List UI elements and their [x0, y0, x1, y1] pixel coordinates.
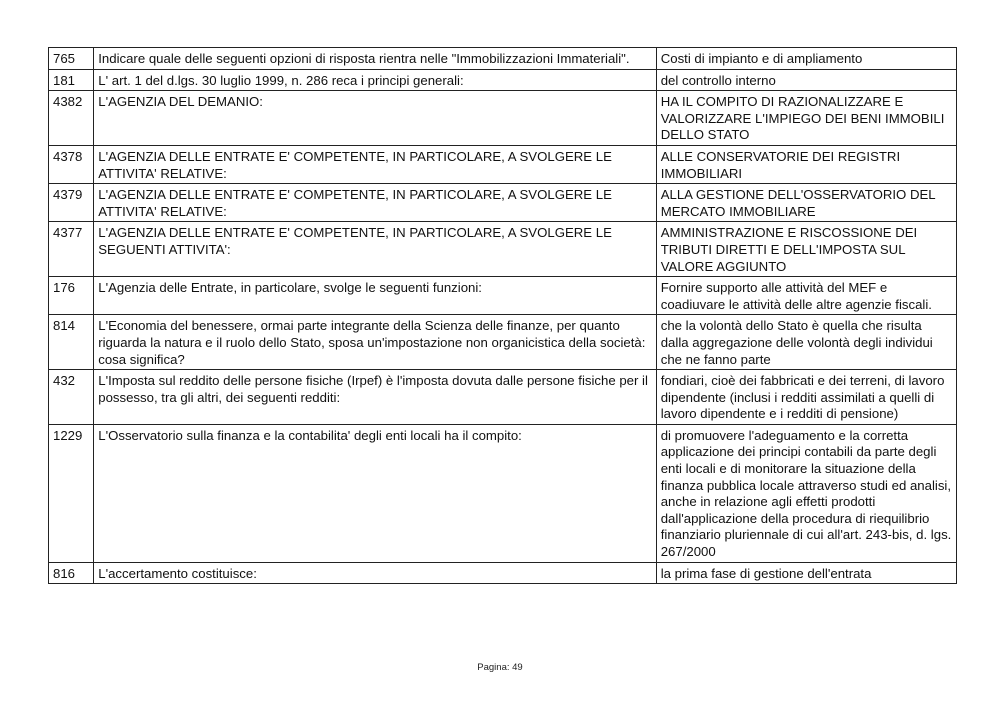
table-row	[49, 69, 957, 91]
answer-text: che la volontà dello Stato è quella che risulta dalla aggregazione delle volontà degli individui che ne fanno parte	[656, 315, 956, 370]
table-row	[49, 277, 957, 315]
question-text: L'accertamento costituisce:	[94, 562, 656, 584]
answer-text: ALLA GESTIONE DELL'OSSERVATORIO DEL MERCATO IMMOBILIARE	[656, 184, 956, 222]
question-id: 816	[49, 562, 94, 584]
question-id: 181	[49, 69, 94, 91]
question-id: 1229	[49, 424, 94, 562]
question-text: L'AGENZIA DELLE ENTRATE E' COMPETENTE, IN PARTICOLARE, A SVOLGERE LE ATTIVITA' RELATIVE:	[94, 184, 656, 222]
table-row	[49, 424, 957, 562]
question-id: 432	[49, 370, 94, 425]
table-row	[49, 184, 957, 222]
questions-table	[48, 47, 957, 584]
table-row	[49, 222, 957, 277]
question-id: 4379	[49, 184, 94, 222]
answer-text: di promuovere l'adeguamento e la corretta applicazione dei principi contabili da parte degli enti locali e di monitorare la situazione della finanza pubblica locale attraverso studi ed analisi, anche in relazione agli effetti prodotti dall'applicazione della procedura di riequilibrio finanziario pluriennale di cui all'art. 243-bis, d. lgs. 267/2000	[656, 424, 956, 562]
question-text: L'AGENZIA DELLE ENTRATE E' COMPETENTE, IN PARTICOLARE, A SVOLGERE LE ATTIVITA' RELATIVE:	[94, 145, 656, 183]
table-row	[49, 145, 957, 183]
question-text: L'AGENZIA DEL DEMANIO:	[94, 91, 656, 146]
answer-text: ALLE CONSERVATORIE DEI REGISTRI IMMOBILIARI	[656, 145, 956, 183]
questions-table-body	[49, 48, 957, 584]
question-text: L'AGENZIA DELLE ENTRATE E' COMPETENTE, IN PARTICOLARE, A SVOLGERE LE SEGUENTI ATTIVITA':	[94, 222, 656, 277]
table-row	[49, 91, 957, 146]
question-text: L'Osservatorio sulla finanza e la contabilita' degli enti locali ha il compito:	[94, 424, 656, 562]
answer-text: la prima fase di gestione dell'entrata	[656, 562, 956, 584]
question-id: 4382	[49, 91, 94, 146]
page-number: Pagina: 49	[477, 662, 523, 673]
question-id: 4378	[49, 145, 94, 183]
question-id: 176	[49, 277, 94, 315]
table-row	[49, 48, 957, 70]
question-id: 814	[49, 315, 94, 370]
table-row	[49, 370, 957, 425]
question-text: L'Economia del benessere, ormai parte integrante della Scienza delle finanze, per quanto riguarda la natura e il ruolo dello Stato, sposa un'impostazione non organicistica della società: cosa significa?	[94, 315, 656, 370]
question-text: Indicare quale delle seguenti opzioni di risposta rientra nelle "Immobilizzazioni Immateriali".	[94, 48, 656, 70]
question-id: 4377	[49, 222, 94, 277]
answer-text: Costi di impianto e di ampliamento	[656, 48, 956, 70]
table-row	[49, 562, 957, 584]
answer-text: AMMINISTRAZIONE E RISCOSSIONE DEI TRIBUTI DIRETTI E DELL'IMPOSTA SUL VALORE AGGIUNTO	[656, 222, 956, 277]
answer-text: Fornire supporto alle attività del MEF e coadiuvare le attività delle altre agenzie fiscali.	[656, 277, 956, 315]
answer-text: del controllo interno	[656, 69, 956, 91]
answer-text: fondiari, cioè dei fabbricati e dei terreni, di lavoro dipendente (inclusi i redditi assimilati a quelli di lavoro dipendente e i redditi di pensione)	[656, 370, 956, 425]
question-text: L'Agenzia delle Entrate, in particolare, svolge le seguenti funzioni:	[94, 277, 656, 315]
answer-text: HA IL COMPITO DI RAZIONALIZZARE E VALORIZZARE L'IMPIEGO DEI BENI IMMOBILI DELLO STATO	[656, 91, 956, 146]
question-text: L'Imposta sul reddito delle persone fisiche (Irpef) è l'imposta dovuta dalle persone fisiche per il possesso, tra gli altri, dei seguenti redditi:	[94, 370, 656, 425]
question-text: L' art. 1 del d.lgs. 30 luglio 1999, n. 286 reca i principi generali:	[94, 69, 656, 91]
table-row	[49, 315, 957, 370]
question-id: 765	[49, 48, 94, 70]
